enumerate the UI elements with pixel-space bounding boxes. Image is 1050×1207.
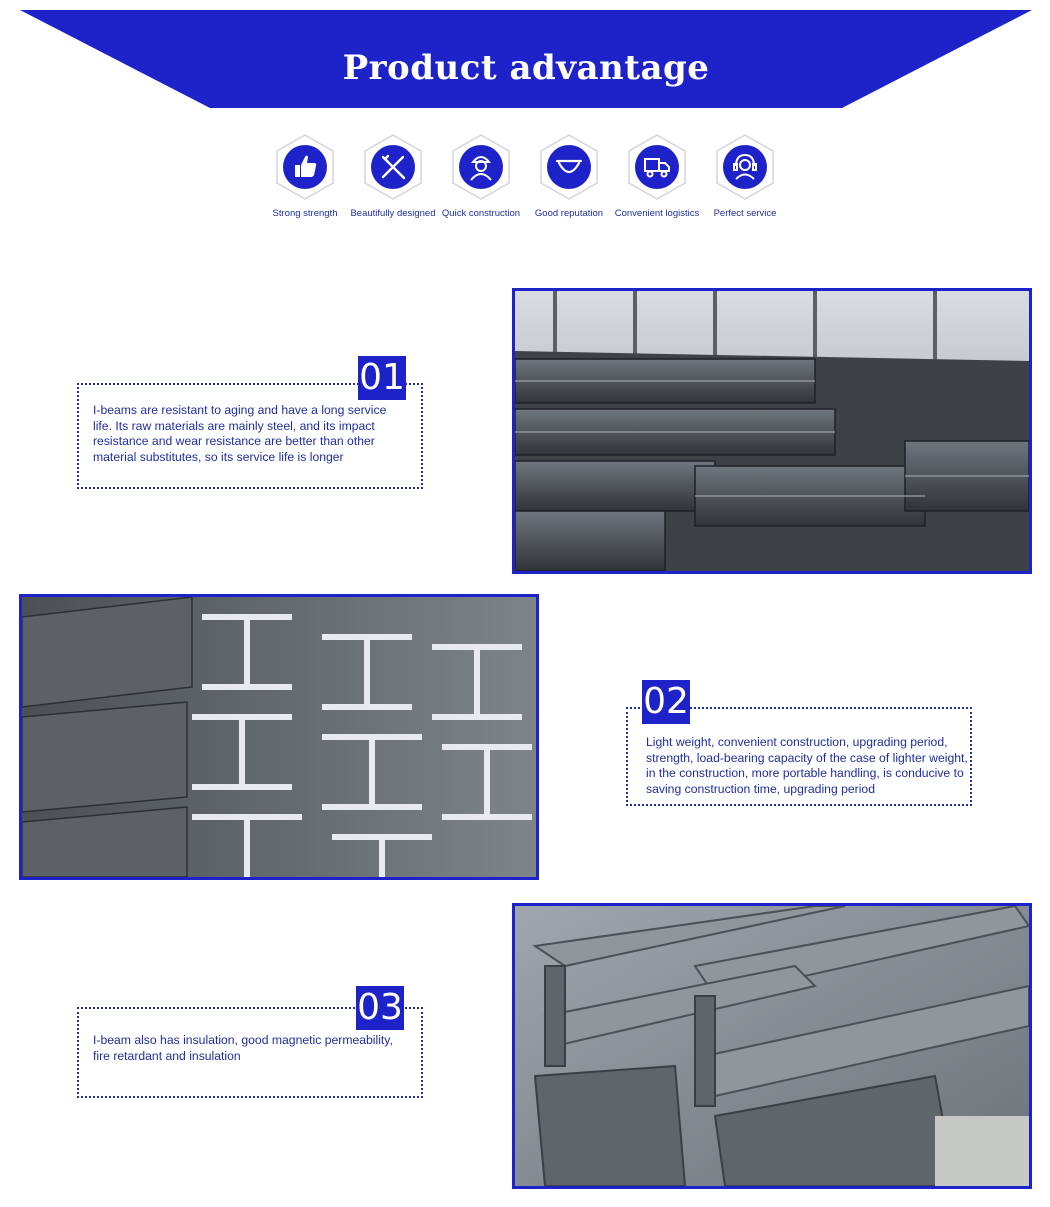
feature-number: 03	[357, 987, 403, 1028]
i-beam-stack-image	[515, 291, 1029, 571]
truck-icon	[627, 134, 687, 200]
thumbs-up-icon	[275, 134, 335, 200]
smile-icon	[539, 134, 599, 200]
advantage-label: Convenient logistics	[614, 208, 700, 219]
headset-icon	[715, 134, 775, 200]
advantage-label: Strong strength	[272, 208, 338, 219]
advantage-label: Quick construction	[441, 208, 521, 219]
steel-warehouse-photo	[512, 288, 1032, 574]
i-beam-profiles-image	[22, 597, 536, 877]
i-beam-detail-photo	[512, 903, 1032, 1189]
advantage-item-quick-construction	[431, 134, 531, 219]
pencil-ruler-icon	[363, 134, 423, 200]
advantage-item-convenient-logistics	[607, 134, 707, 219]
advantage-label: Beautifully designed	[350, 208, 436, 219]
feature-number: 02	[643, 681, 689, 722]
feature-text: Light weight, convenient construction, upgrading period, strength, load-bearing capacity of the case of lighter weight, in the construction, more portable handling, is conducive to saving construction time, upgrading period	[646, 735, 968, 796]
feature-text: I-beams are resistant to aging and have a long service life. Its raw materials are mainly steel, and its impact resistance and wear resistance are better than other material substitutes, so its service life is longer	[93, 403, 387, 464]
advantage-item-good-reputation	[519, 134, 619, 219]
page-title: Product advantage	[342, 48, 710, 88]
feature-number: 01	[359, 357, 405, 398]
advantage-label: Good reputation	[534, 208, 604, 219]
advantage-item-strong-strength	[255, 134, 355, 219]
worker-icon	[451, 134, 511, 200]
i-beam-closeup-photo	[19, 594, 539, 880]
header-banner	[20, 10, 1032, 110]
advantage-item-beautifully-designed	[343, 134, 443, 219]
i-beam-channel-image	[515, 906, 1029, 1186]
feature-text: I-beam also has insulation, good magnetic permeability, fire retardant and insulation	[93, 1033, 393, 1063]
advantage-label: Perfect service	[713, 208, 777, 219]
advantage-item-perfect-service	[695, 134, 795, 219]
